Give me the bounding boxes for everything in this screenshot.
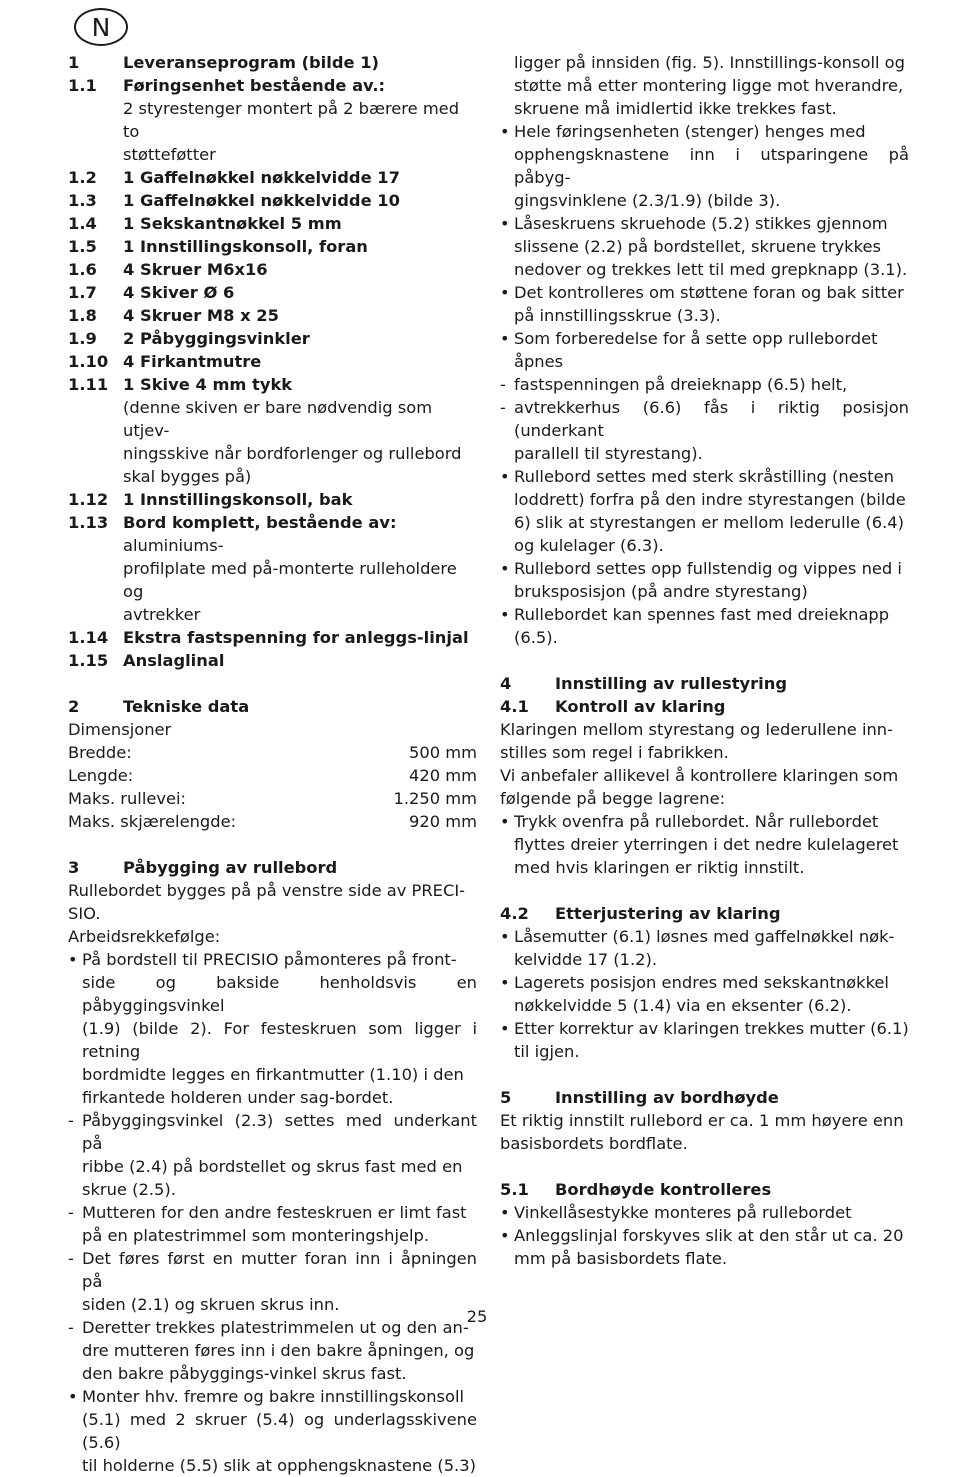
list-item: • Hele føringsenheten (stenger) henges med opphengsknastene inn i utsparingene på påbyg- gingsvinklene (2.3/1.9) (bilde 3). — [500, 122, 909, 210]
spec-row: Maks. skjærelengde: 920 mm — [68, 812, 477, 831]
paragraph-line: SIO. — [68, 904, 101, 923]
list-item: • Låseskruens skruehode (5.2) stikkes gjennom slissene (2.2) på bordstellet, skruene trykkes nedover og trekkes lett til med grepknapp (3.1). — [500, 214, 908, 279]
paragraph-line: Arbeidsrekkefølge: — [68, 927, 221, 946]
paragraph-line: 2 styrestenger montert på 2 bærere med to — [123, 99, 460, 141]
paragraph-line: følgende på begge lagrene: — [500, 789, 726, 808]
right-column — [500, 51, 909, 1270]
list-item: • Låsemutter (6.1) løsnes med gaffelnøkkel nøk- kelvidde 17 (1.2). — [500, 927, 895, 969]
list-item: - avtrekkerhus (6.6) fås i riktig posisjon (underkant parallell til styrestang). — [500, 398, 909, 463]
list-item: 1.4 1 Sekskantnøkkel 5 mm — [68, 214, 342, 233]
section-heading-4: 4 Innstilling av rullestyring — [500, 674, 787, 693]
list-item: • Anleggslinjal forskyves slik at den står ut ca. 20 mm på basisbordets flate. — [500, 1226, 904, 1268]
list-item: • Lagerets posisjon endres med sekskantnøkkel nøkkelvidde 5 (1.4) via en eksenter (6.2). — [500, 973, 889, 1015]
left-column — [68, 51, 477, 1477]
list-item: 1.5 1 Innstillingskonsoll, foran — [68, 237, 368, 256]
paragraph-line: Rullebordet bygges på på venstre side av PRECI- — [68, 881, 466, 900]
paragraph-line: Vi anbefaler allikevel å kontrollere klaringen som — [500, 766, 899, 785]
page-number: 25 — [466, 1307, 488, 1326]
paragraph-line: (denne skiven er bare nødvendig som utjev- — [123, 398, 433, 440]
list-item: 1.6 4 Skruer M6x16 — [68, 260, 268, 279]
section-heading-1-1: 1.1 Føringsenhet bestående av.: — [68, 76, 386, 95]
section-heading-5-1: 5.1 Bordhøyde kontrolleres — [500, 1180, 772, 1199]
paragraph-line: ningsskive når bordforlenger og rullebord — [123, 444, 462, 463]
section-heading-3: 3 Påbygging av rullebord — [68, 858, 338, 877]
paragraph-line: Et riktig innstilt rullebord er ca. 1 mm høyere enn — [500, 1111, 904, 1130]
list-item: 1.11 1 Skive 4 mm tykk — [68, 375, 293, 394]
paragraph-line: Klaringen mellom styrestang og lederullene inn- — [500, 720, 893, 739]
list-item: • Rullebordet kan spennes fast med dreieknapp (6.5). — [500, 605, 890, 647]
section-heading-5: 5 Innstilling av bordhøyde — [500, 1088, 779, 1107]
paragraph-line: stilles som regel i fabrikken. — [500, 743, 729, 762]
list-item: 1.2 1 Gaffelnøkkel nøkkelvidde 17 — [68, 168, 400, 187]
section-heading-4-1: 4.1 Kontroll av klaring — [500, 697, 726, 716]
list-item: 1.13 Bord komplett, bestående av: aluminiums- — [68, 513, 397, 555]
list-item: 1.3 1 Gaffelnøkkel nøkkelvidde 10 — [68, 191, 400, 210]
list-item: • Vinkellåsestykke monteres på rullebordet — [500, 1203, 852, 1222]
list-item: 1.7 4 Skiver Ø 6 — [68, 283, 235, 302]
paragraph-line: basisbordets bordflate. — [500, 1134, 688, 1153]
list-item: - fastspenningen på dreieknapp (6.5) helt, — [500, 375, 848, 394]
list-item: • Det kontrolleres om støttene foran og bak sitter på innstillingsskrue (3.3). — [500, 283, 904, 325]
list-item: 1.15 Anslaglinal — [68, 651, 225, 670]
list-item: • Rullebord settes med sterk skråstilling (nesten loddrett) forfra på den indre styrestangen (bilde 6) slik at styrestangen er mellom lederulle (6.4) og kulelager (6.3). — [500, 467, 906, 555]
section-heading-1: 1 Leveranseprogram (bilde 1) — [68, 53, 379, 72]
list-item: - Det føres først en mutter foran inn i åpningen på siden (2.1) og skruen skrus inn. — [68, 1249, 477, 1314]
list-item: • Trykk ovenfra på rullebordet. Når rullebordet flyttes dreier yterringen i det nedre kulelageret med hvis klaringen er riktig innstilt. — [500, 812, 899, 877]
list-item: • Rullebord settes opp fullstendig og vippes ned i bruksposisjon (på andre styrestang) — [500, 559, 902, 601]
list-item: • Monter hhv. fremre og bakre innstillingskonsoll (5.1) med 2 skruer (5.4) og underlagsskivene (5.6) til holderne (5.5) slik at opphengsknastene (5.3) — [68, 1387, 477, 1475]
spec-row: Bredde: 500 mm — [68, 743, 477, 762]
section-heading-2: 2 Tekniske data — [68, 697, 250, 716]
spec-row: Maks. rullevei: 1.250 mm — [68, 789, 477, 808]
language-badge — [74, 8, 128, 46]
list-item: • Som forberedelse for å sette opp rullebordet åpnes — [500, 329, 878, 371]
section-heading-4-2: 4.2 Etterjustering av klaring — [500, 904, 781, 923]
language-badge-label: N — [91, 12, 111, 42]
list-item: - Påbyggingsvinkel (2.3) settes med underkant på ribbe (2.4) på bordstellet og skrus fast med en skrue (2.5). — [68, 1111, 477, 1199]
list-item: 1.8 4 Skruer M8 x 25 — [68, 306, 279, 325]
list-item: 1.12 1 Innstillingskonsoll, bak — [68, 490, 353, 509]
list-item: 1.14 Ekstra fastspenning for anleggs-linjal — [68, 628, 469, 647]
list-item: - Mutteren for den andre festeskruen er limt fast på en platestrimmel som monteringshjelp. — [68, 1203, 467, 1245]
subheading: Dimensjoner — [68, 720, 172, 739]
paragraph-line: profilplate med på-monterte rulleholdere og — [123, 559, 457, 601]
spec-row: Lengde: 420 mm — [68, 766, 477, 785]
paragraph-line: støtteføtter — [123, 145, 216, 164]
list-item: - Deretter trekkes platestrimmelen ut og den an- dre mutteren føres inn i den bakre åpningen, og den bakre påbyggings-vinkel skrus fast. — [68, 1318, 475, 1383]
list-item: 1.10 4 Firkantmutre — [68, 352, 262, 371]
list-item: 1.9 2 Påbyggingsvinkler — [68, 329, 310, 348]
paragraph-line: skal bygges på) — [123, 467, 252, 486]
list-item: • Etter korrektur av klaringen trekkes mutter (6.1) til igjen. — [500, 1019, 909, 1061]
list-item-continued: ligger på innsiden (fig. 5). Innstillings-konsoll og støtte må etter montering ligge mot hverandre, skruene må imidlertid ikke trekkes fast. — [514, 53, 905, 118]
list-item: • På bordstell til PRECISIO påmonteres på front- side og bakside henholdsvis en påbyggingsvinkel (1.9) (bilde 2). For festeskruen som ligger i retning bordmidte legges en firkantmutter (1.10) i den firkantede holderen under sag-bordet. — [68, 950, 477, 1107]
paragraph-line: avtrekker — [123, 605, 201, 624]
